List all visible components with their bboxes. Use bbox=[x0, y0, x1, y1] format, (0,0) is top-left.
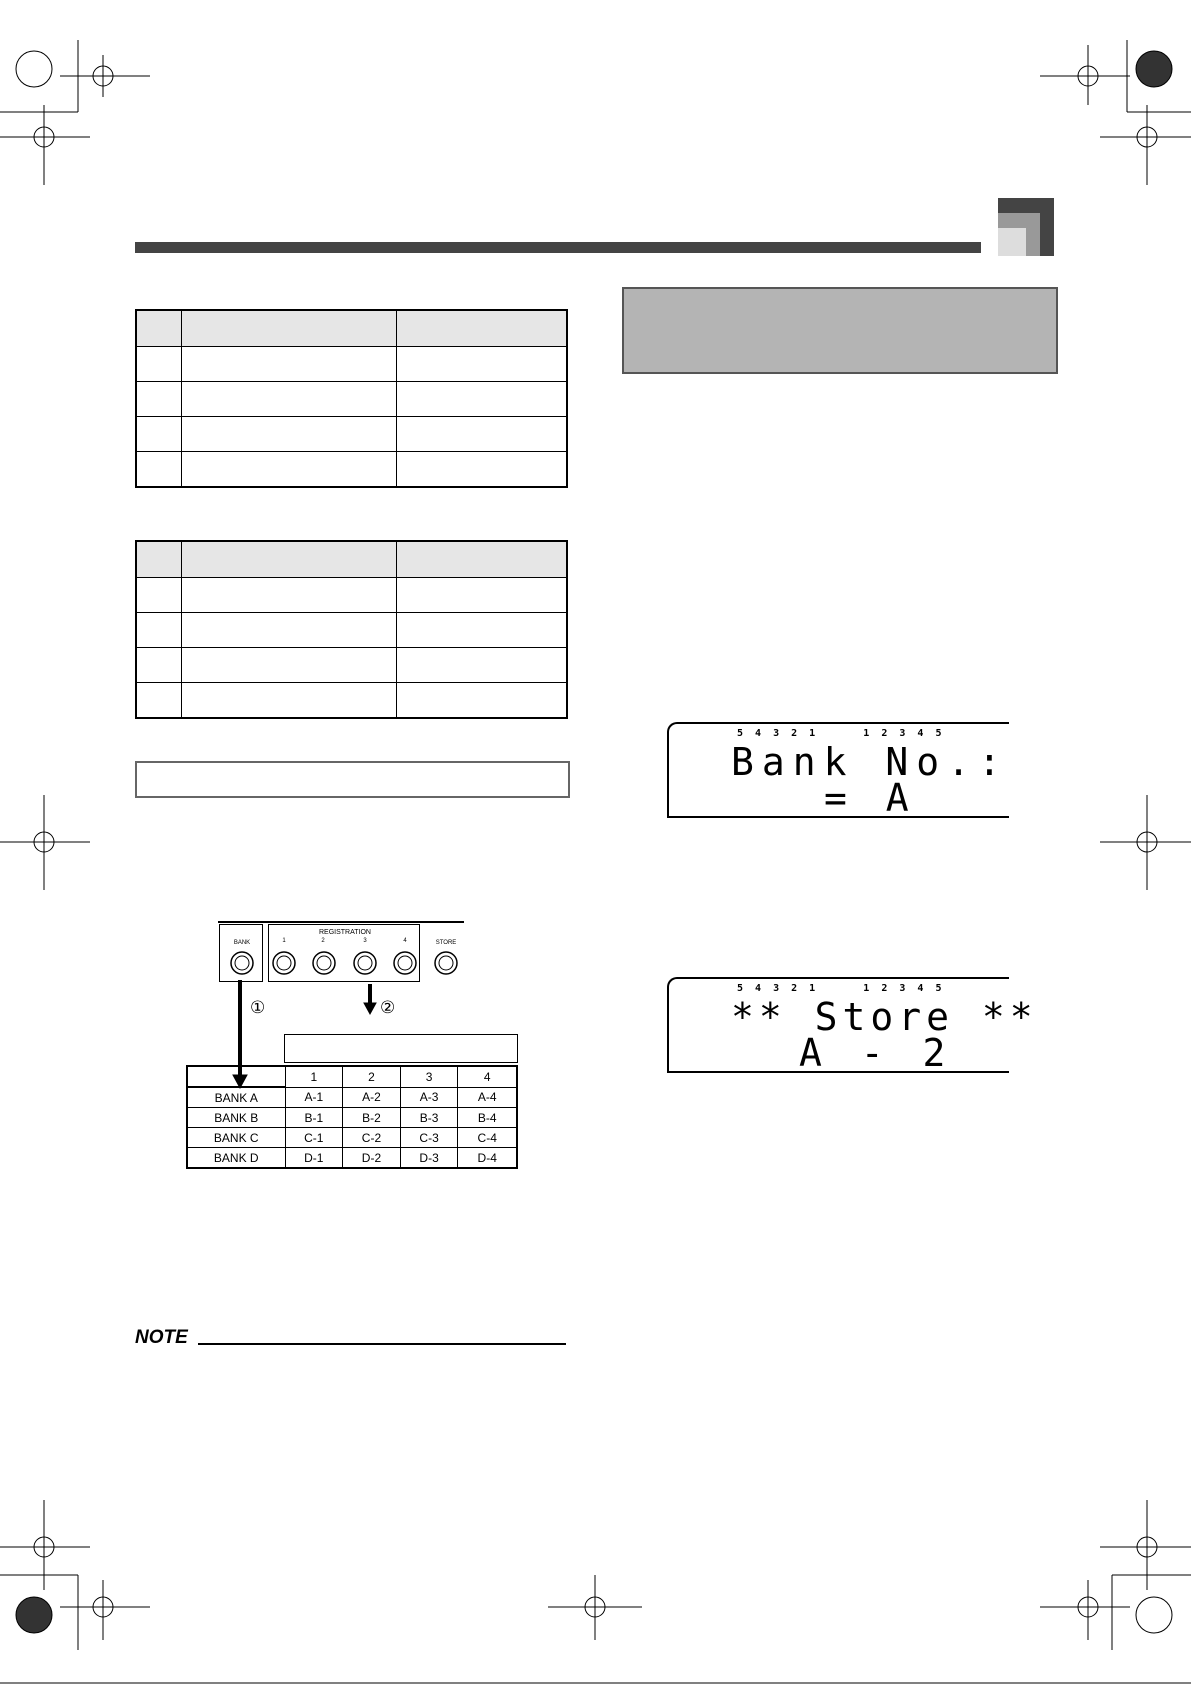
header-rule bbox=[135, 242, 981, 253]
lcd-line-1: ** Store ** bbox=[731, 995, 1038, 1039]
bank-label: BANK B bbox=[187, 1108, 285, 1128]
table-cell: A-3 bbox=[400, 1087, 458, 1108]
step-marker-2: ② bbox=[380, 998, 396, 1017]
table-cell: D-3 bbox=[400, 1148, 458, 1169]
lcd-line-2: A - 2 bbox=[799, 1031, 954, 1075]
crop-sunburst-icon bbox=[16, 51, 52, 87]
registration-4-button[interactable] bbox=[394, 952, 416, 974]
registration-4-label: 4 bbox=[403, 938, 407, 944]
lcd-line-1: Bank No.: bbox=[731, 740, 1009, 784]
section-heading-box bbox=[622, 287, 1058, 374]
column-header: 4 bbox=[458, 1066, 517, 1087]
table-cell: B-4 bbox=[458, 1108, 517, 1128]
table-cell: A-4 bbox=[458, 1087, 517, 1108]
column-header: 2 bbox=[343, 1066, 401, 1087]
caption-box bbox=[135, 761, 570, 798]
registration-2-button[interactable] bbox=[313, 952, 335, 974]
column-header: 3 bbox=[400, 1066, 458, 1087]
column-header: 1 bbox=[285, 1066, 343, 1087]
note-rule bbox=[198, 1343, 566, 1345]
table-cell: C-4 bbox=[458, 1128, 517, 1148]
step-marker-1: ① bbox=[250, 998, 266, 1017]
table-cell: C-3 bbox=[400, 1128, 458, 1148]
table-cell: D-1 bbox=[285, 1148, 343, 1169]
bank-label: BANK D bbox=[187, 1148, 285, 1169]
table-cell: A-2 bbox=[343, 1087, 401, 1108]
registration-1-label: 1 bbox=[282, 938, 286, 944]
store-button-label: STORE bbox=[435, 940, 457, 946]
registration-3-button[interactable] bbox=[354, 952, 376, 974]
registration-2-label: 2 bbox=[321, 938, 325, 944]
panel-buttons bbox=[218, 948, 463, 978]
lcd-display-bank bbox=[667, 722, 1009, 818]
bank-button[interactable] bbox=[231, 952, 253, 974]
table-cell: B-3 bbox=[400, 1108, 458, 1128]
note-heading: NOTE bbox=[135, 1327, 188, 1348]
bank-label: BANK C bbox=[187, 1128, 285, 1148]
table-cell: C-2 bbox=[343, 1128, 401, 1148]
registration-label: REGISTRATION bbox=[312, 929, 378, 936]
table-cell: B-1 bbox=[285, 1108, 343, 1128]
chapter-tab-light bbox=[998, 228, 1026, 256]
settings-table-1 bbox=[135, 309, 568, 488]
bank-label: BANK A bbox=[187, 1087, 285, 1108]
table-cell: B-2 bbox=[343, 1108, 401, 1128]
table-row bbox=[187, 1128, 517, 1148]
bank-button-label: BANK bbox=[233, 940, 251, 946]
store-button[interactable] bbox=[435, 952, 457, 974]
table-cell: A-1 bbox=[285, 1087, 343, 1108]
table-row bbox=[187, 1148, 517, 1169]
registration-3-label: 3 bbox=[363, 938, 367, 944]
table-cell: D-2 bbox=[343, 1148, 401, 1169]
table-row bbox=[187, 1087, 517, 1108]
lcd-indicators: 5 4 3 2 1 1 2 3 4 5 bbox=[737, 983, 945, 994]
table-cell: D-4 bbox=[458, 1148, 517, 1169]
settings-table-2 bbox=[135, 540, 568, 719]
arrow-down-icon bbox=[364, 1003, 376, 1014]
lcd-line-2: = A bbox=[824, 776, 917, 820]
lcd-display-store bbox=[667, 977, 1038, 1075]
bank-table-caption-cell bbox=[284, 1034, 518, 1063]
lcd-indicators: 5 4 3 2 1 1 2 3 4 5 bbox=[737, 728, 945, 739]
table-cell: C-1 bbox=[285, 1128, 343, 1148]
table-row bbox=[187, 1108, 517, 1128]
registration-1-button[interactable] bbox=[273, 952, 295, 974]
panel-top-rule bbox=[218, 921, 464, 923]
bank-assignment-table bbox=[186, 1065, 518, 1169]
